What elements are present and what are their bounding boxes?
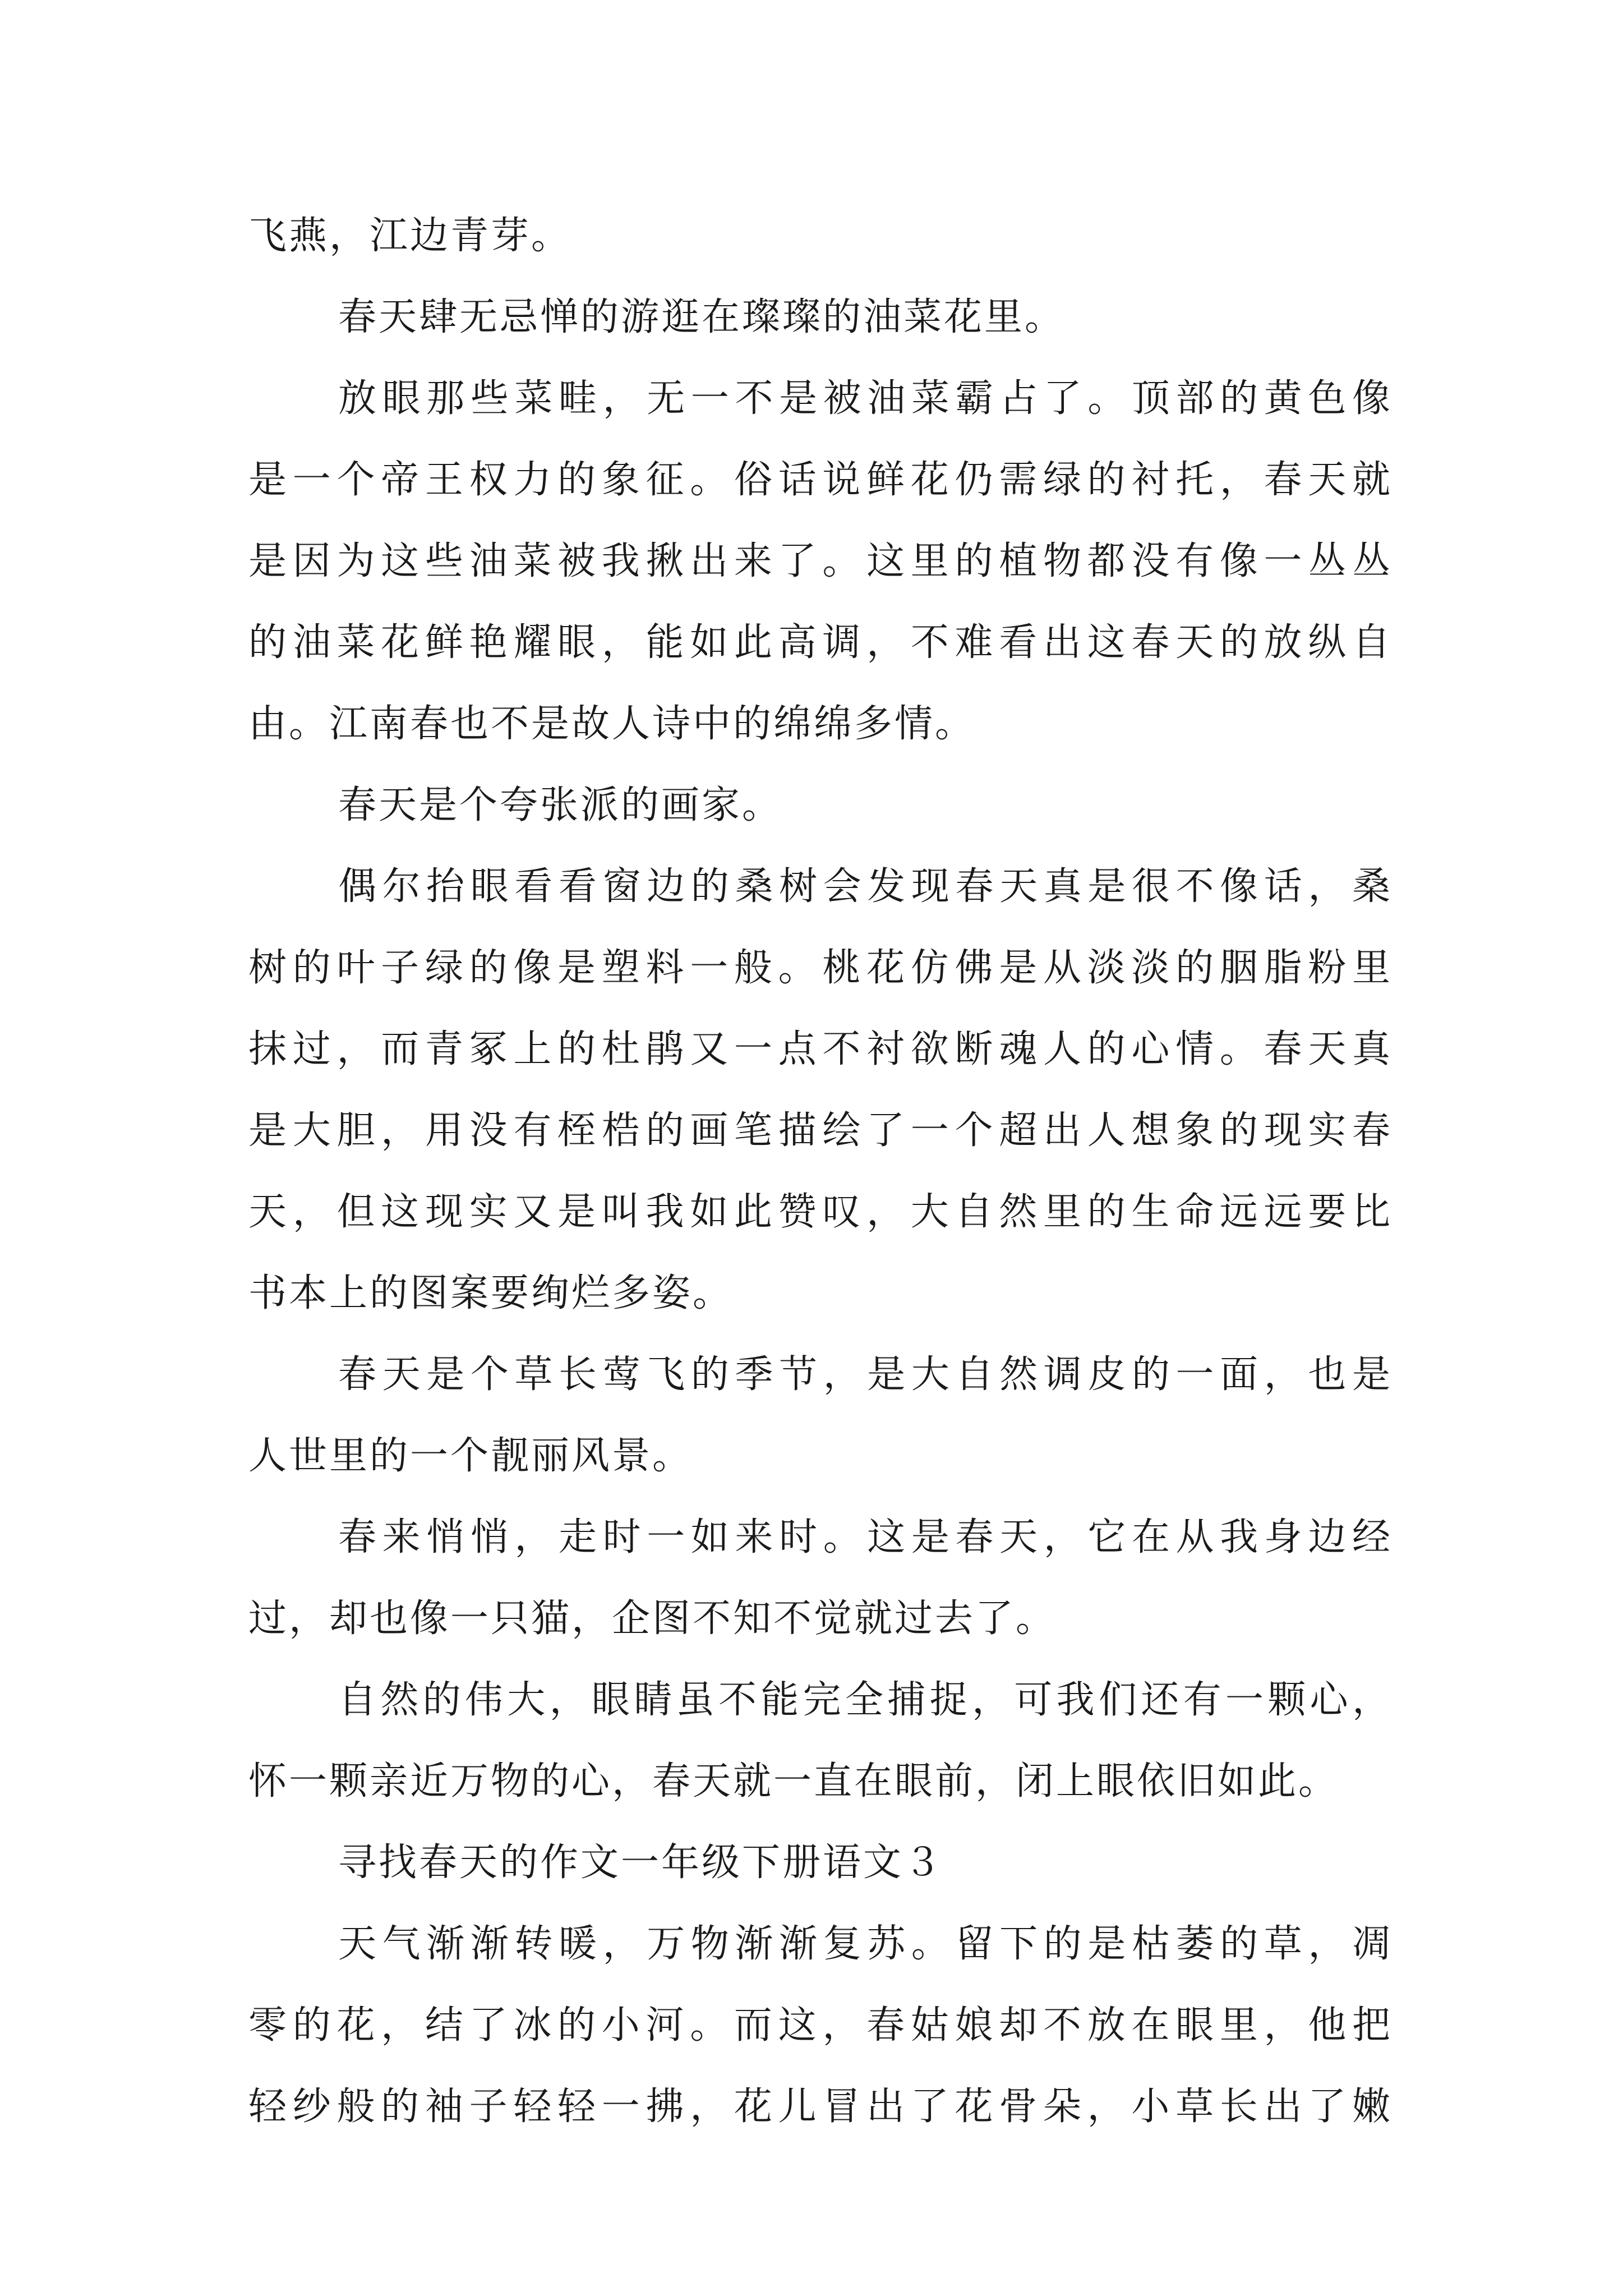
text-line: 是一个帝王权力的象征。俗话说鲜花仍需绿的衬托，春天就 <box>248 458 1393 502</box>
paragraph <box>248 1822 1393 1903</box>
text-line: 放眼那些菜畦，无一不是被油菜霸占了。顶部的黄色像 <box>338 376 1393 421</box>
text-line: 过，却也像一只猫，企图不知不觉就过去了。 <box>248 1596 1057 1641</box>
text-line: 自然的伟大，眼睛虽不能完全捕捉，可我们还有一颗心， <box>338 1678 1393 1722</box>
text-line: 怀一颗亲近万物的心，春天就一直在眼前，闭上眼依旧如此。 <box>248 1759 1339 1803</box>
text-line: 天，但这现实又是叫我如此赞叹，大自然里的生命远远要比 <box>248 1190 1393 1234</box>
text-line: 是因为这些油菜被我揪出来了。这里的植物都没有像一丛丛 <box>248 539 1393 583</box>
text-line: 春天是个夸张派的画家。 <box>338 783 783 827</box>
text-line: 春天肆无忌惮的游逛在璨璨的油菜花里。 <box>338 295 1066 339</box>
paragraph <box>248 1497 1393 1659</box>
paragraph <box>248 358 1393 765</box>
text-line: 寻找春天的作文一年级下册语文３ <box>338 1841 944 1885</box>
text-line: 抹过，而青冢上的杜鹃又一点不衬欲断魂人的心情。春天真 <box>248 1027 1393 1071</box>
paragraph <box>248 846 1393 1334</box>
text-line: 春天是个草长莺飞的季节，是大自然调皮的一面，也是 <box>338 1352 1393 1397</box>
text-line: 轻纱般的袖子轻轻一拂，花儿冒出了花骨朵，小草长出了嫩 <box>248 2085 1393 2129</box>
document-body <box>248 195 1393 2147</box>
text-line: 是大胆，用没有桎梏的画笔描绘了一个超出人想象的现实春 <box>248 1108 1393 1153</box>
paragraph <box>248 765 1393 846</box>
text-line: 偶尔抬眼看看窗边的桑树会发现春天真是很不像话，桑 <box>338 864 1393 909</box>
paragraph <box>248 195 1393 277</box>
text-line: 人世里的一个靓丽风景。 <box>248 1434 693 1478</box>
text-line: 书本上的图案要绚烂多姿。 <box>248 1271 734 1315</box>
text-line: 由。江南春也不是故人诗中的绵绵多情。 <box>248 702 976 746</box>
text-line: 零的花，结了冰的小河。而这，春姑娘却不放在眼里，他把 <box>248 2003 1393 2047</box>
paragraph <box>248 1659 1393 1822</box>
text-line: 天气渐渐转暖，万物渐渐复苏。留下的是枯萎的草，凋 <box>338 1922 1393 1966</box>
text-line: 飞燕，江边青芽。 <box>248 214 572 258</box>
paragraph <box>248 277 1393 358</box>
text-line: 的油菜花鲜艳耀眼，能如此高调，不难看出这春天的放纵自 <box>248 620 1393 665</box>
paragraph <box>248 1334 1393 1497</box>
text-line: 春来悄悄，走时一如来时。这是春天，它在从我身边经 <box>338 1515 1393 1559</box>
paragraph <box>248 1903 1393 2147</box>
text-line: 树的叶子绿的像是塑料一般。桃花仿佛是从淡淡的胭脂粉里 <box>248 946 1393 990</box>
